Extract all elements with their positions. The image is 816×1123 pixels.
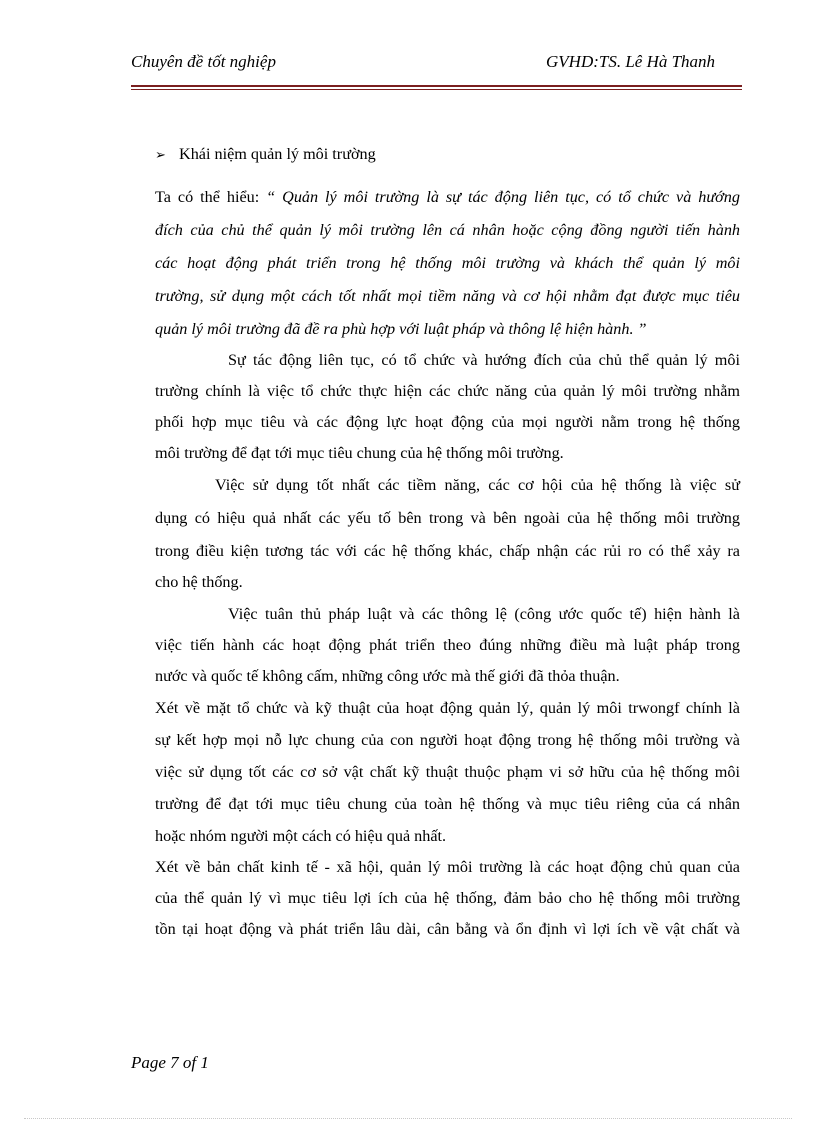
paragraph-line: Sự tác động liên tục, có tổ chức và hướng đích của chủ thể quản lý môi	[228, 351, 740, 369]
arrow-right-icon: ➢	[155, 147, 166, 162]
paragraph-line: môi trường để đạt tới mục tiêu chung của hệ thống môi trường.	[155, 444, 564, 462]
paragraph-line: cho hệ thống.	[155, 573, 243, 591]
section-heading-text: Khái niệm quản lý môi trường	[179, 145, 376, 163]
page-bottom-divider	[24, 1118, 792, 1119]
paragraph-line: của thể quản lý vì mục tiêu lợi ích của hệ thống, đảm bảo cho hệ thống môi trường	[155, 889, 740, 907]
paragraph-line: các hoạt động phát triển trong hệ thống môi trường và khách thể quản lý môi	[155, 254, 740, 272]
paragraph-line-start: Ta có thể hiểu:	[155, 188, 267, 206]
paragraph-line: tồn tại hoạt động và phát triển lâu dài, cân bằng và ổn định vì lợi ích về vật chất và	[155, 920, 740, 938]
paragraph-line: sự kết hợp mọi nỗ lực chung của con người hoạt động trong hệ thống môi trường và	[155, 731, 740, 749]
section-heading	[155, 144, 376, 165]
paragraph-line: Xét về mặt tổ chức và kỹ thuật của hoạt động quản lý, quản lý môi trwongf chính là	[155, 699, 740, 717]
paragraph-line: trường để đạt tới mục tiêu chung của toàn hệ thống và mục tiêu riêng của cá nhân	[155, 795, 740, 813]
paragraph-line: trong điều kiện tương tác với các hệ thống khác, chấp nhận các rủi ro có thể xảy ra	[155, 542, 740, 560]
paragraph-line: trường chính là việc tổ chức thực hiện các chức năng của quản lý môi trường nhằm	[155, 382, 740, 400]
paragraph-line: hoặc nhóm người một cách có hiệu quả nhất.	[155, 827, 447, 845]
header-rule-thin	[131, 89, 742, 90]
paragraph-line: quản lý môi trường đã đề ra phù hợp với luật pháp và thông lệ hiện hành. ”	[155, 320, 647, 338]
paragraph-line: Việc sử dụng tốt nhất các tiềm năng, các cơ hội của hệ thống là việc sử	[215, 476, 740, 494]
paragraph-line: dụng có hiệu quả nhất các yếu tố bên trong và bên ngoài của hệ thống môi trường	[155, 509, 740, 527]
paragraph-line: Xét về bản chất kinh tế - xã hội, quản lý môi trường là các hoạt động chủ quan của	[155, 858, 740, 876]
paragraph-line: việc sử dụng tốt các cơ sở vật chất kỹ thuật thuộc phạm vi sở hữu của hệ thống môi	[155, 763, 740, 781]
header-right-advisor: GVHD:TS. Lê Hà Thanh	[546, 52, 716, 71]
paragraph-line: việc tiến hành các hoạt động phát triển theo đúng những điều mà luật pháp trong	[155, 636, 740, 654]
paragraph-line	[155, 187, 740, 207]
paragraph-line: nước và quốc tế không cấm, những công ước mà thế giới đã thỏa thuận.	[155, 667, 620, 685]
header-rule-thick	[131, 85, 742, 87]
paragraph-line: phối hợp mục tiêu và các động lực hoạt động của mọi người nằm trong hệ thống	[155, 413, 740, 431]
paragraph-line-quote: “ Quản lý môi trường là sự tác động liên tục, có tổ chức và hướng	[266, 188, 740, 206]
footer-page-number: Page 7 of 1	[131, 1053, 209, 1072]
paragraph-line: trường, sử dụng một cách tốt nhất mọi tiềm năng và cơ hội nhằm đạt được mục tiêu	[155, 287, 740, 305]
paragraph-line: Việc tuân thủ pháp luật và các thông lệ (công ước quốc tế) hiện hành là	[228, 605, 740, 623]
paragraph-line: đích của chủ thể quản lý môi trường lên cá nhân hoặc cộng đồng người tiến hành	[155, 221, 740, 239]
header-left-title: Chuyên đề tốt nghiệp	[131, 52, 276, 71]
